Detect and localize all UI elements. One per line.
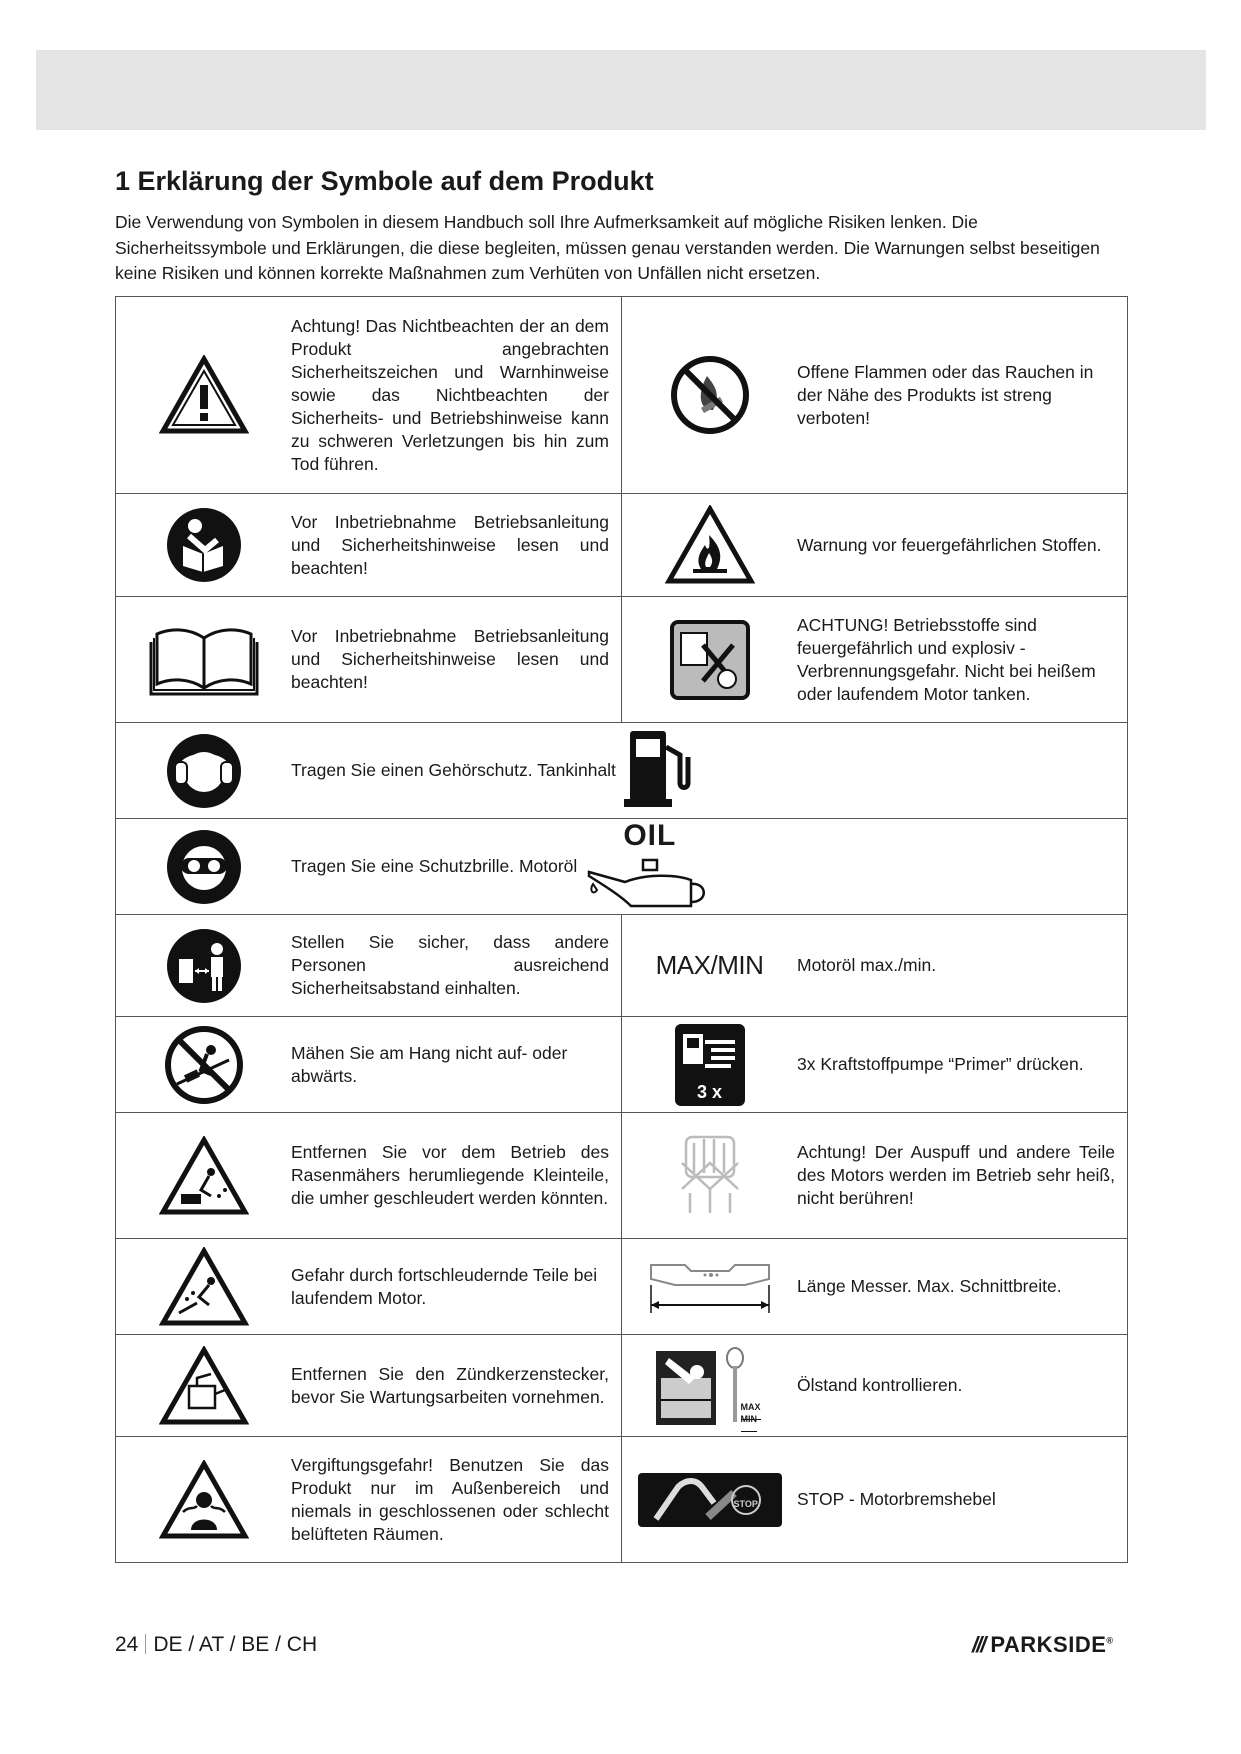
intro-paragraph: Die Verwendung von Symbolen in diesem Handbuch soll Ihre Aufmerksamkeit auf mögliche Risiken lenken. Die Sicherheitssymbole und Erklärungen, die diese begleiten, müssen genau verstanden werden. Die Warnungen selbst beseitigen keine Risiken und können korrekte Maßnahmen zum Verhüten von Unfällen nicht ersetzen. xyxy=(115,212,1100,283)
table-cell xyxy=(116,819,1128,915)
read-manual-icon xyxy=(116,506,291,584)
no-refuel-hot-engine-icon xyxy=(622,619,797,701)
poisoning-warning-icon xyxy=(116,1460,291,1540)
table-cell xyxy=(116,494,622,597)
logo-registered-mark: ® xyxy=(1106,1635,1114,1646)
page-footer xyxy=(115,1633,317,1657)
table-row xyxy=(116,1239,1128,1335)
table-cell xyxy=(622,1437,1128,1563)
symbol-description: Warnung vor feuergefährlichen Stoffen. xyxy=(797,534,1102,555)
spark-plug-warning-icon xyxy=(116,1346,291,1426)
oil-can-icon xyxy=(585,818,715,910)
page-title: 1 Erklärung der Symbole auf dem Produkt xyxy=(115,166,654,196)
table-row xyxy=(116,915,1128,1017)
oil-level-check-icon xyxy=(622,1346,797,1426)
table-row xyxy=(116,723,1128,819)
symbol-description: Entfernen Sie den Zündkerzenstecker, bevor Sie Wartungsarbeiten vornehmen. xyxy=(291,1363,609,1407)
table-row xyxy=(116,1017,1128,1113)
table-cell xyxy=(622,297,1128,494)
warning-triangle-icon xyxy=(116,355,291,435)
primer-icon xyxy=(622,1024,797,1106)
symbol-description: Entfernen Sie vor dem Betrieb des Rasenmähers herumliegende Kleinteile, die umher geschleudert werden könnten. xyxy=(291,1142,609,1208)
table-row xyxy=(116,597,1128,723)
table-cell xyxy=(622,597,1128,723)
table-cell xyxy=(622,1239,1128,1335)
table-row xyxy=(116,297,1128,494)
symbol-description: Gefahr durch fortschleudernde Teile bei laufendem Motor. xyxy=(291,1264,598,1308)
table-cell xyxy=(116,1113,622,1239)
table-cell xyxy=(116,1239,622,1335)
open-book-icon xyxy=(116,624,291,696)
no-open-flame-icon xyxy=(622,354,797,436)
table-cell xyxy=(116,597,622,723)
hearing-protection-icon xyxy=(116,732,291,810)
top-header-bar xyxy=(36,50,1206,130)
flying-parts-warning-icon xyxy=(116,1247,291,1327)
page-number: 24 xyxy=(115,1633,139,1656)
dipstick-max-label: MAX xyxy=(741,1396,761,1420)
table-cell xyxy=(116,1017,622,1113)
table-cell xyxy=(116,1437,622,1563)
hot-surface-icon xyxy=(622,1133,797,1219)
logo-slashes: /// xyxy=(972,1632,985,1657)
safety-goggles-icon xyxy=(116,828,291,906)
stop-brake-lever-icon xyxy=(622,1473,797,1527)
primer-count-label: 3 x xyxy=(696,1081,723,1102)
symbol-description: Ölstand kontrollieren. xyxy=(797,1375,963,1395)
table-row xyxy=(116,819,1128,915)
blade-length-icon xyxy=(622,1255,797,1319)
oil-label: OIL xyxy=(623,818,677,852)
footer-separator xyxy=(145,1634,146,1654)
maxmin-label: MAX/MIN xyxy=(655,950,764,980)
symbol-table xyxy=(115,296,1128,1563)
symbol-description: Tragen Sie einen Gehörschutz. Tankinhalt xyxy=(291,760,616,780)
symbol-description: Vergiftungsgefahr! Benutzen Sie das Produkt nur im Außenbereich und niemals in geschlossenen oder schlecht belüfteten Räumen. xyxy=(291,1454,609,1544)
table-cell xyxy=(116,297,622,494)
logo-name: PARKSIDE xyxy=(990,1632,1107,1657)
table-cell xyxy=(622,1017,1128,1113)
symbol-description: STOP - Motorbremshebel xyxy=(797,1489,996,1509)
thrown-objects-warning-icon xyxy=(116,1136,291,1216)
stop-label: STOP xyxy=(733,1498,758,1509)
symbol-description: Achtung! Der Auspuff und andere Teile des Motors werden im Betrieb sehr heiß, nicht berühren! xyxy=(797,1142,1115,1208)
symbol-description: Achtung! Das Nichtbeachten der an dem Produkt angebrachten Sicherheitszeichen und Warnhinweise sowie das Nichtbeachten der Sicherheits- und Betriebshinweise kann zu schweren Verletzungen bis hin zum Tod führen. xyxy=(291,315,609,474)
symbol-description: Vor Inbetriebnahme Betriebsanleitung und Sicherheitshinweise lesen und beachten! xyxy=(291,626,609,692)
keep-distance-icon xyxy=(116,927,291,1005)
fuel-pump-icon xyxy=(624,727,696,815)
table-row xyxy=(116,494,1128,597)
symbol-description: ACHTUNG! Betriebsstoffe sind feuergefährlich und explosiv - Verbrennungsgefahr. Nicht bei heißem oder laufendem Motor tanken. xyxy=(797,614,1096,704)
table-cell xyxy=(116,1335,622,1437)
no-slope-mowing-icon xyxy=(116,1024,291,1106)
language-codes: DE / AT / BE / CH xyxy=(153,1633,318,1656)
table-row xyxy=(116,1113,1128,1239)
table-cell xyxy=(622,1113,1128,1239)
parkside-logo xyxy=(972,1632,1114,1658)
symbol-description: Tragen Sie eine Schutzbrille. Motoröl xyxy=(291,856,578,876)
symbol-description: Mähen Sie am Hang nicht auf- oder abwärts. xyxy=(291,1042,568,1086)
table-cell xyxy=(116,723,1128,819)
symbol-description: Motoröl max./min. xyxy=(797,955,937,975)
dipstick-min-label: MIN xyxy=(741,1408,758,1432)
table-cell xyxy=(116,915,622,1017)
symbol-description: Offene Flammen oder das Rauchen in der Nähe des Produkts ist streng verboten! xyxy=(797,361,1094,428)
table-cell xyxy=(622,494,1128,597)
table-cell xyxy=(622,1335,1128,1437)
symbol-description: Länge Messer. Max. Schnittbreite. xyxy=(797,1276,1062,1296)
table-cell xyxy=(622,915,1128,1017)
table-row xyxy=(116,1437,1128,1563)
flammable-warning-icon xyxy=(622,505,797,585)
max-min-icon xyxy=(622,950,797,980)
table-row xyxy=(116,1335,1128,1437)
symbol-description: Vor Inbetriebnahme Betriebsanleitung und Sicherheitshinweise lesen und beachten! xyxy=(291,511,609,578)
symbol-description: Stellen Sie sicher, dass andere Personen ausreichend Sicherheitsabstand einhalten. xyxy=(291,932,609,998)
symbol-description: 3x Kraftstoffpumpe “Primer” drücken. xyxy=(797,1054,1084,1074)
